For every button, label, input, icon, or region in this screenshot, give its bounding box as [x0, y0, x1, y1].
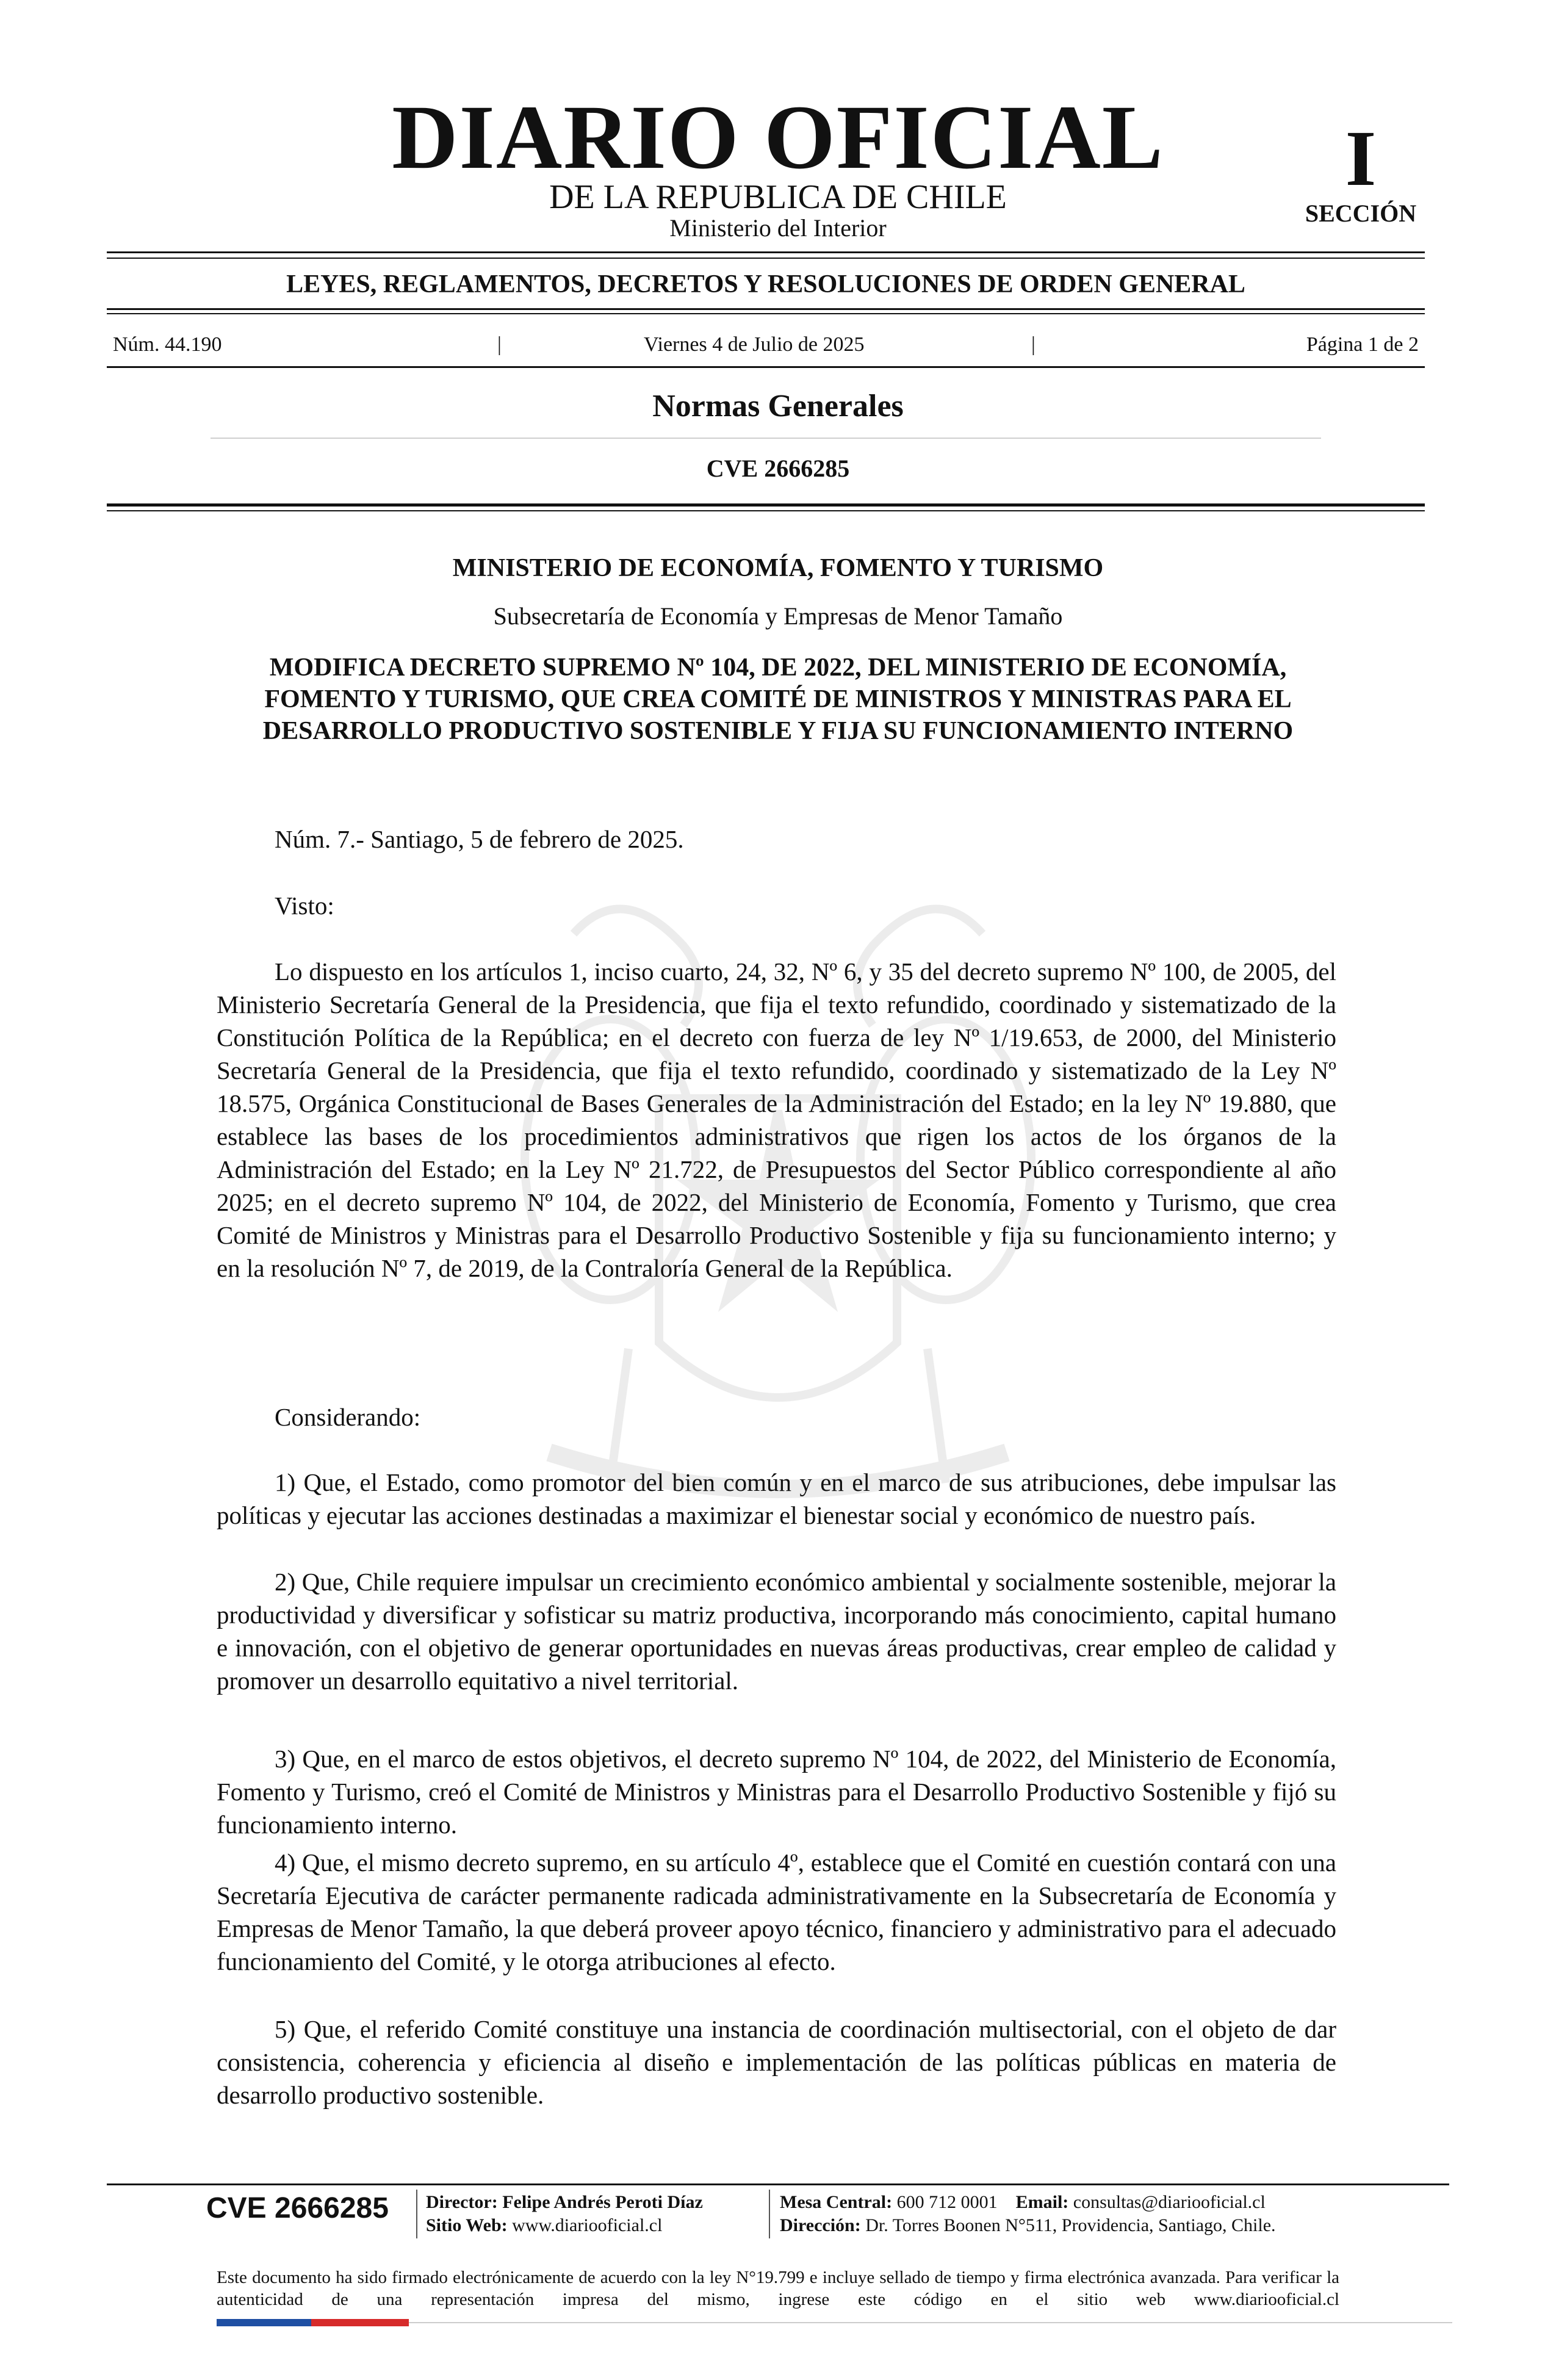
mesa-phone: 600 712 0001 [896, 2192, 998, 2212]
considerando-item: 3) Que, en el marco de estos objetivos, el decreto supremo Nº 104, de 2022, del Ministerio de Economía, Fomento y Turismo, creó el Comité de Ministros y Ministras para el Desarrollo Productivo Sostenible y fijó su funcionamiento interno. [217, 1745, 1336, 1839]
ministry-label: Ministerio del Interior [669, 214, 887, 242]
issue-separator: | [1031, 333, 1036, 356]
category-rule-bottom [107, 308, 1425, 310]
normas-heading: Normas Generales [652, 389, 904, 424]
section-number: I [1345, 115, 1377, 203]
issue-number: Núm. 44.190 [113, 333, 222, 356]
considerando-item: 5) Que, el referido Comité constituye una instancia de coordinación multisectorial, con el objeto de dar consistencia, coherencia y eficiencia al diseño e implementación de las políticas públicas en materia de desarrollo productivo sostenible. [217, 2015, 1336, 2109]
section-label: SECCIÓN [1305, 200, 1417, 227]
email-label: Email: [1015, 2192, 1069, 2212]
flag-stripe-blue [217, 2319, 311, 2326]
newspaper-subtitle: DE LA REPUBLICA DE CHILE [549, 178, 1007, 216]
considerando-label: Considerando: [275, 1403, 421, 1431]
subsecretaria-heading: Subsecretaría de Economía y Empresas de Menor Tamaño [493, 602, 1063, 630]
flag-stripe-red [311, 2319, 409, 2326]
web-link[interactable]: www.diariooficial.cl [512, 2215, 663, 2235]
footer-contact-block [780, 2191, 1276, 2237]
issue-separator: | [497, 333, 502, 356]
header-rule-thin [107, 510, 1425, 511]
issue-rule [107, 366, 1425, 368]
decree-title: MODIFICA DECRETO SUPREMO Nº 104, DE 2022, DEL MINISTERIO DE ECONOMÍA, FOMENTO Y TURISMO, QUE CREA COMITÉ DE MINISTROS Y MINISTRAS PARA EL DESARROLLO PRODUCTIVO SOSTENIBLE Y FIJA SU FUNCIONAMIENTO INTERNO [262, 654, 1294, 745]
mesa-label: Mesa Central: [780, 2192, 893, 2212]
header-rule-thick [107, 503, 1425, 507]
normas-divider [211, 438, 1321, 439]
decree-number-line: Núm. 7.- Santiago, 5 de febrero de 2025. [275, 825, 684, 853]
address-label: Dirección: [780, 2215, 861, 2235]
category-rule-bottom-thin [107, 313, 1425, 314]
footer-bottom-rule [409, 2322, 1452, 2323]
footer-rule [107, 2183, 1449, 2185]
email-link[interactable]: consultas@diariooficial.cl [1073, 2192, 1266, 2212]
ministry-heading: MINISTERIO DE ECONOMÍA, FOMENTO Y TURISMO [452, 554, 1104, 582]
issue-date: Viernes 4 de Julio de 2025 [644, 333, 865, 356]
web-label: Sitio Web: [426, 2215, 508, 2235]
considerando-item: 4) Que, el mismo decreto supremo, en su artículo 4º, establece que el Comité en cuestión contará con una Secretaría Ejecutiva de carácter permanente radicada administrativamente en la Subsecretaría de Economía y Empresas de Menor Tamaño, la que deberá proveer apoyo técnico, financiero y administrativo para el adecuado funcionamiento del Comité, y le otorga atribuciones al efecto. [217, 1848, 1336, 1975]
visto-paragraph: Lo dispuesto en los artículos 1, inciso cuarto, 24, 32, Nº 6, y 35 del decreto supremo Nº 100, de 2005, del Ministerio Secretaría General de la Presidencia, que fija el texto refundido, coordinado y sistematizado de la Constitución Política de la República; en el decreto con fuerza de ley Nº 1/19.653, de 2000, del Ministerio Secretaría General de la Presidencia, que fija el texto refundido, coordinado y sistematizado de la Ley Nº 18.575, Orgánica Constitucional de Bases Generales de la Administración del Estado; en la ley Nº 19.880, que establece las bases de los procedimientos administrativos que rigen los actos de los órganos de la Administración del Estado; en la Ley Nº 21.722, de Presupuestos del Sector Público correspondiente al año 2025; en el decreto supremo Nº 104, de 2022, del Ministerio de Economía, Fomento y Turismo, que crea Comité de Ministros y Ministras para el Desarrollo Productivo Sostenible y fija su funcionamiento interno; y en la resolución Nº 7, de 2019, de la Contraloría General de la República. [217, 957, 1336, 1282]
footer-divider [769, 2190, 770, 2238]
signature-notice: Este documento ha sido firmado electrónicamente de acuerdo con la ley N°19.799 e incluye sellado de tiempo y firma electrónica avanzada. Para verificar la autenticidad de una representación impresa del mismo, ingrese este código en el sitio web www.diariooficial.cl [217, 2268, 1339, 2309]
page-indicator: Página 1 de 2 [1306, 333, 1419, 356]
cve-code: CVE 2666285 [706, 455, 850, 482]
masthead-rule-top [107, 251, 1425, 253]
considerando-item: 1) Que, el Estado, como promotor del bien común y en el marco de sus atribuciones, debe impulsar las políticas y ejecutar las acciones destinadas a maximizar el bienestar social y económico de nuestro país. [217, 1468, 1336, 1529]
director-name: Felipe Andrés Peroti Díaz [502, 2192, 703, 2212]
footer-director-block [426, 2191, 703, 2237]
category-bar: LEYES, REGLAMENTOS, DECRETOS Y RESOLUCIONES DE ORDEN GENERAL [286, 270, 1245, 298]
newspaper-title: DIARIO OFICIAL [392, 87, 1164, 188]
footer-divider [416, 2190, 417, 2238]
visto-label: Visto: [275, 892, 334, 920]
address-value: Dr. Torres Boonen N°511, Providencia, Santiago, Chile. [865, 2215, 1276, 2235]
considerando-item: 2) Que, Chile requiere impulsar un crecimiento económico ambiental y socialmente sostenible, mejorar la productividad y diversificar y sofisticar su matriz productiva, incorporando más conocimiento, capital humano e innovación, con el objetivo de generar oportunidades en nuevas áreas productivas, crear empleo de calidad y promover un desarrollo equitativo a nivel territorial. [217, 1568, 1336, 1695]
director-label: Director: [426, 2192, 498, 2212]
masthead-rule-top-thin [107, 258, 1425, 259]
footer-cve-code: CVE 2666285 [206, 2192, 389, 2224]
